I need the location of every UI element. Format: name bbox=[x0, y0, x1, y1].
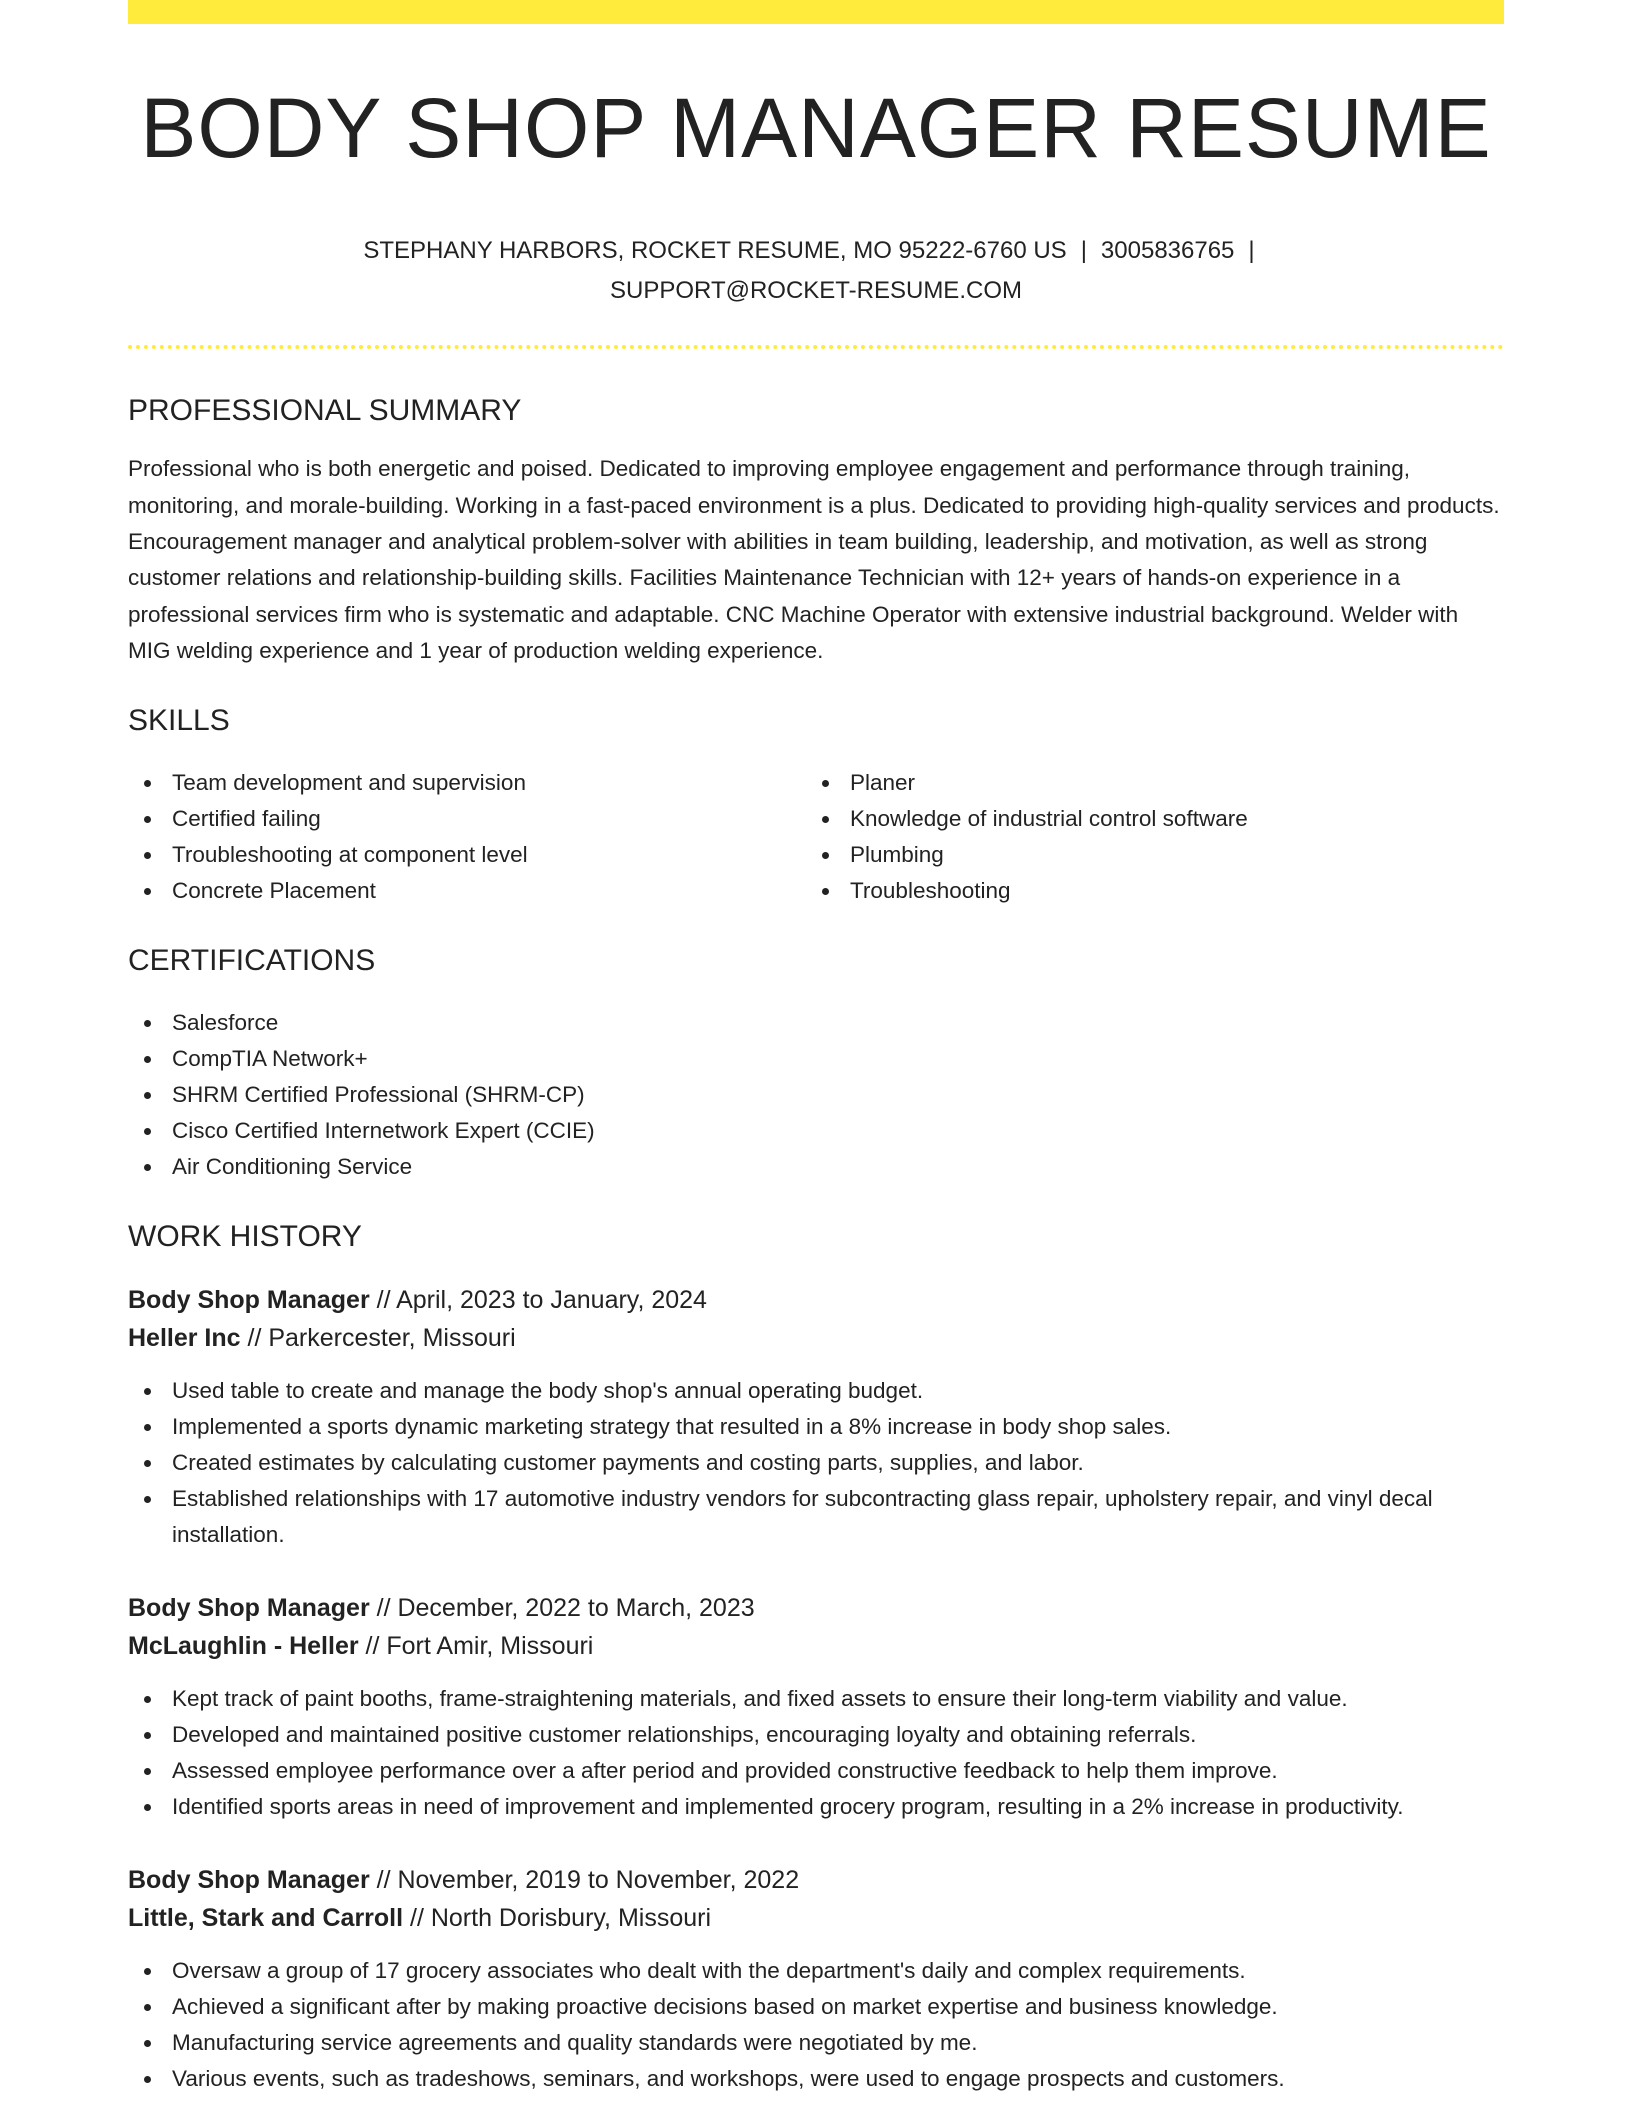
job-title: Body Shop Manager bbox=[128, 1286, 370, 1315]
job-dates: // November, 2019 to November, 2022 bbox=[376, 1866, 800, 1895]
contact-info bbox=[128, 231, 1504, 311]
job-company-line bbox=[128, 1627, 1504, 1665]
contact-address: STEPHANY HARBORS, ROCKET RESUME, MO 95222-6760 US bbox=[363, 237, 1067, 265]
contact-separator: | bbox=[1080, 237, 1087, 265]
job-duty: Manufacturing service agreements and quality standards were negotiated by me. bbox=[128, 2025, 1504, 2061]
contact-email: SUPPORT@ROCKET-RESUME.COM bbox=[610, 277, 1022, 305]
job-duty: Implemented a sports dynamic marketing strategy that resulted in a 8% increase in body shop sales. bbox=[128, 1409, 1504, 1445]
skills-list bbox=[128, 765, 1504, 909]
skills-column-right bbox=[806, 765, 1484, 909]
job-duty: Various events, such as tradeshows, seminars, and workshops, were used to engage prospects and customers. bbox=[128, 2061, 1504, 2097]
work-history-heading: WORK HISTORY bbox=[128, 1220, 362, 1254]
job-title-line bbox=[128, 1281, 1504, 1319]
certifications-heading: CERTIFICATIONS bbox=[128, 944, 376, 978]
certification-item: Cisco Certified Internetwork Expert (CCIE) bbox=[128, 1113, 1504, 1149]
skill-item: Knowledge of industrial control software bbox=[806, 801, 1484, 837]
job-title-line bbox=[128, 1861, 1504, 1899]
job-title: Body Shop Manager bbox=[128, 1594, 370, 1623]
job-title-line bbox=[128, 1589, 1504, 1627]
job-company-line bbox=[128, 1319, 1504, 1357]
job-duty: Assessed employee performance over a after period and provided constructive feedback to help them improve. bbox=[128, 1753, 1504, 1789]
job-company-line bbox=[128, 1899, 1504, 1937]
job-dates: // April, 2023 to January, 2024 bbox=[376, 1286, 707, 1315]
job-entry bbox=[128, 1589, 1504, 1825]
job-duty: Kept track of paint booths, frame-straightening materials, and fixed assets to ensure their long-term viability and value. bbox=[128, 1681, 1504, 1717]
job-duties bbox=[128, 1953, 1504, 2097]
job-duty: Established relationships with 17 automotive industry vendors for subcontracting glass repair, upholstery repair, and vinyl decal installation. bbox=[128, 1481, 1504, 1553]
skills-heading: SKILLS bbox=[128, 704, 230, 738]
skill-item: Planer bbox=[806, 765, 1484, 801]
contact-separator: | bbox=[1248, 237, 1255, 265]
certification-item: CompTIA Network+ bbox=[128, 1041, 1504, 1077]
job-company: McLaughlin - Heller bbox=[128, 1632, 359, 1661]
resume-page bbox=[128, 0, 1504, 2097]
job-duty: Oversaw a group of 17 grocery associates who dealt with the department's daily and complex requirements. bbox=[128, 1953, 1504, 1989]
resume-title: BODY SHOP MANAGER RESUME bbox=[140, 81, 1492, 175]
job-title: Body Shop Manager bbox=[128, 1866, 370, 1895]
certification-item: Air Conditioning Service bbox=[128, 1149, 1504, 1185]
skill-item: Team development and supervision bbox=[128, 765, 806, 801]
skills-column-left bbox=[128, 765, 806, 909]
job-location: // North Dorisbury, Missouri bbox=[410, 1904, 712, 1933]
job-duties bbox=[128, 1681, 1504, 1825]
job-location: // Fort Amir, Missouri bbox=[365, 1632, 594, 1661]
job-entry bbox=[128, 1281, 1504, 1553]
contact-phone: 3005836765 bbox=[1100, 237, 1235, 265]
summary-text: Professional who is both energetic and poised. Dedicated to improving employee engagement and performance through training, monitoring, and morale-building. Working in a fast-paced environment is a plus. Dedicated to providing high-quality services and products. Encouragement manager and analytical problem-solver with abilities in team building, leadership, and motivation, as well as strong customer relations and relationship-building skills. Facilities Maintenance Technician with 12+ years of hands-on experience in a professional services firm who is systematic and adaptable. CNC Machine Operator with extensive industrial background. Welder with MIG welding experience and 1 year of production welding experience. bbox=[128, 456, 1500, 663]
certification-item: Salesforce bbox=[128, 1005, 1504, 1041]
skill-item: Troubleshooting bbox=[806, 873, 1484, 909]
job-duties bbox=[128, 1373, 1504, 1553]
job-duty: Created estimates by calculating customer payments and costing parts, supplies, and labor. bbox=[128, 1445, 1504, 1481]
job-duty: Achieved a significant after by making proactive decisions based on market expertise and business knowledge. bbox=[128, 1989, 1504, 2025]
header-divider bbox=[128, 345, 1504, 349]
certification-item: SHRM Certified Professional (SHRM-CP) bbox=[128, 1077, 1504, 1113]
accent-bar bbox=[128, 0, 1504, 24]
job-duty: Identified sports areas in need of improvement and implemented grocery program, resulting in a 2% increase in productivity. bbox=[128, 1789, 1504, 1825]
certifications-list bbox=[128, 1005, 1504, 1185]
job-company: Heller Inc bbox=[128, 1324, 241, 1353]
job-dates: // December, 2022 to March, 2023 bbox=[376, 1594, 755, 1623]
job-entry bbox=[128, 1861, 1504, 2097]
job-company: Little, Stark and Carroll bbox=[128, 1904, 404, 1933]
skill-item: Concrete Placement bbox=[128, 873, 806, 909]
skill-item: Certified failing bbox=[128, 801, 806, 837]
job-location: // Parkercester, Missouri bbox=[247, 1324, 516, 1353]
job-duty: Used table to create and manage the body shop's annual operating budget. bbox=[128, 1373, 1504, 1409]
summary-heading: PROFESSIONAL SUMMARY bbox=[128, 394, 522, 428]
skill-item: Troubleshooting at component level bbox=[128, 837, 806, 873]
skill-item: Plumbing bbox=[806, 837, 1484, 873]
job-duty: Developed and maintained positive customer relationships, encouraging loyalty and obtaining referrals. bbox=[128, 1717, 1504, 1753]
